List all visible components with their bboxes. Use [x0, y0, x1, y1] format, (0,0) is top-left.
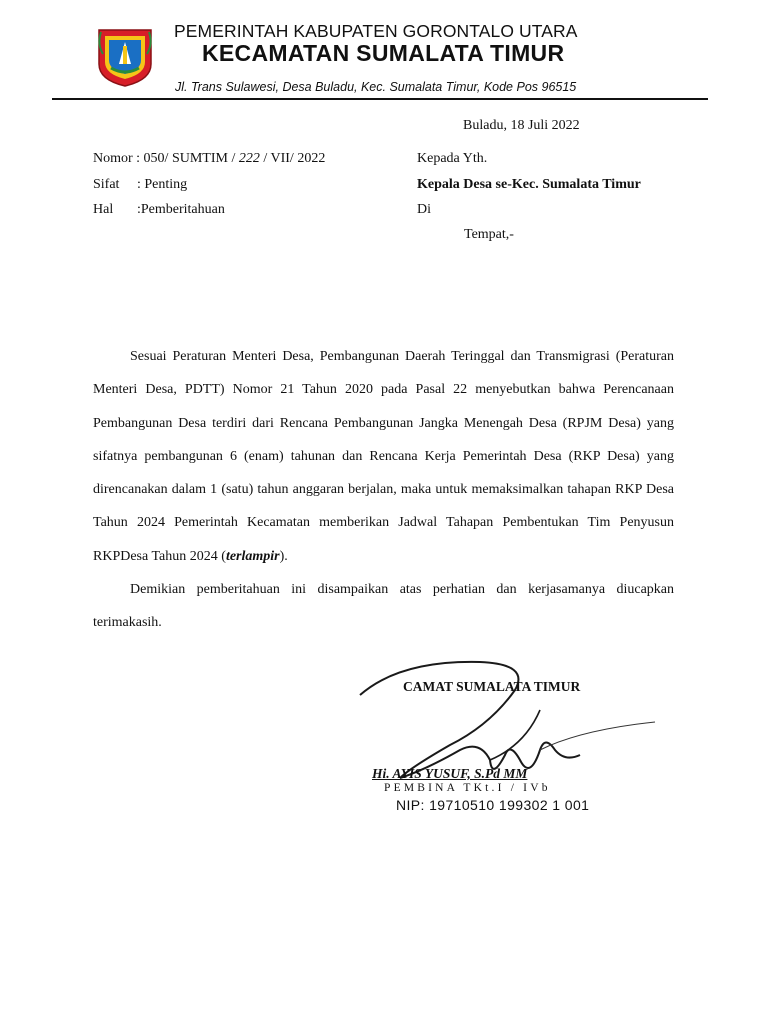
paragraph-1-text: Sesuai Peraturan Menteri Desa, Pembangunan Daerah Teringgal dan Transmigrasi (Peraturan Menteri Desa, PDTT) Nomor 21 Tahun 2020 pada Pasal 22 menyebutkan bahwa Perencanaan Pembangunan Desa terdiri dari Rencana Pembangunan Jangka Menengah Desa (RPJM Desa) yang sifatnya pembangunan 6 (enam) tahunan dan Rencana Kerja Pemerintah Desa (RKP Desa) yang direncanakan dalam 1 (satu) tahun anggaran berjalan, maka untuk memaksimalkan tahapan RKP Desa Tahun 2024 Pemerintah Kecamatan memberikan Jadwal Tahapan [93, 349, 674, 531]
letter-body [93, 340, 674, 640]
district-name: KECAMATAN SUMALATA TIMUR [202, 40, 565, 66]
letter-date: Buladu, 18 Juli 2022 [463, 118, 580, 133]
body-paragraph-2: Demikian pemberitahuan ini disampaikan atas perhatian dan kerjasamanya diucapkan terimakasih. [93, 582, 674, 631]
letter-number-row [93, 151, 325, 167]
signatory-rank: PEMBINA TKt.I / IVb [384, 782, 551, 794]
paragraph-1-open: ( [217, 548, 226, 564]
sifat-value: : Penting [137, 177, 188, 192]
hal-label: Hal [93, 202, 114, 217]
office-address: Jl. Trans Sulawesi, Desa Buladu, Kec. Sumalata Timur, Kode Pos 96515 [175, 80, 577, 94]
government-name: PEMERINTAH KABUPATEN GORONTALO UTARA [174, 21, 578, 41]
signatory-title: CAMAT SUMALATA TIMUR [403, 679, 581, 694]
nomor-number: 222 [238, 151, 260, 166]
sifat-label: Sifat [93, 177, 120, 192]
paragraph-1-close: ). [279, 548, 288, 564]
nomor-suffix: / VII/ 2022 [259, 151, 326, 166]
recipient-name: Kepala Desa se-Kec. Sumalata Timur [417, 177, 641, 192]
letterhead-divider [52, 98, 708, 100]
regency-emblem-icon [95, 24, 155, 88]
recipient-di: Di [417, 202, 431, 217]
paragraph-1-topic: Pembentukan Tim Penyusun RKPDesa Tahun 2024 [93, 515, 674, 564]
nomor-prefix: : 050/ SUMTIM / [136, 151, 239, 166]
letter-nature-row [93, 177, 187, 193]
attachment-note: terlampir [225, 548, 280, 564]
nomor-label: Nomor [93, 151, 133, 166]
letter-subject-row [93, 202, 225, 218]
recipient-greeting: Kepada Yth. [417, 151, 488, 166]
hal-value: :Pemberitahuan [137, 202, 225, 217]
signatory-name: Hi. AYIS YUSUF, S.Pd MM [372, 766, 528, 781]
body-paragraph-1 [93, 340, 674, 573]
signatory-nip: NIP: 19710510 199302 1 001 [396, 797, 590, 813]
recipient-place: Tempat,- [464, 227, 514, 242]
